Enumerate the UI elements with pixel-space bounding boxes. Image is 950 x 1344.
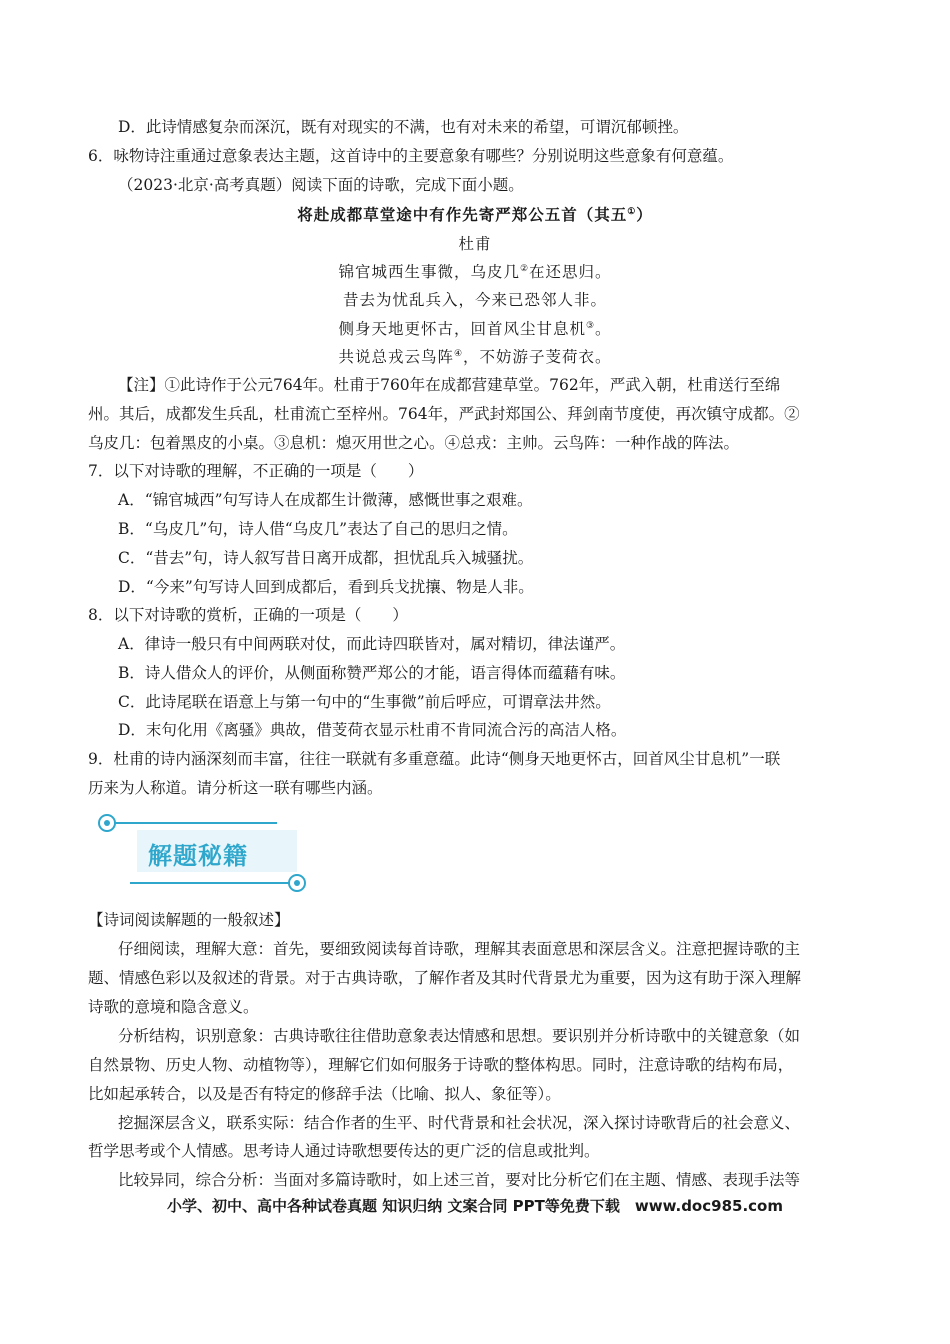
q8-option-b: B．诗人借众人的评价，从侧面称赞严郑公的才能，语言得体而蕴藉有味。	[118, 664, 626, 682]
question-7: 7．以下对诗歌的理解，不正确的一项是（ ）	[88, 462, 424, 480]
poem-title: 将赴成都草堂途中有作先寄严郑公五首（其五①）	[297, 205, 653, 224]
note-line-1: 【注】①此诗作于公元764年。杜甫于760年在成都营建草堂。762年，严武入朝，杜甫送行至绵	[118, 376, 781, 394]
para-2-line-3: 比如起承转合，以及是否有特定的修辞手法（比喻、拟人、象征等）。	[88, 1085, 561, 1103]
para-3-line-2: 哲学思考或个人情感。思考诗人通过诗歌想要传达的更广泛的信息或批判。	[88, 1142, 600, 1160]
poem-intro: （2023·北京·高考真题）阅读下面的诗歌，完成下面小题。	[118, 176, 524, 194]
para-4-line-1: 比较异同，综合分析：当面对多篇诗歌时，如上述三首，要对比分析它们在主题、情感、表现手法等	[118, 1171, 801, 1189]
poem-line-3: 侧身天地更怀古，回首风尘甘息机③。	[338, 320, 612, 338]
poem-line-4: 共说总戎云鸟阵④，不妨游子芰荷衣。	[338, 348, 612, 366]
para-3-line-1: 挖掘深层含义，联系实际：结合作者的生平、时代背景和社会状况，深入探讨诗歌背后的社会意义、	[118, 1114, 801, 1132]
poem-line-1: 锦官城西生事微，乌皮几②在还思归。	[338, 263, 612, 281]
q7-option-b: B．“乌皮几”句，诗人借“乌皮几”表达了自己的思归之情。	[118, 520, 518, 538]
para-2-line-1: 分析结构，识别意象：古典诗歌往往借助意象表达情感和思想。要识别并分析诗歌中的关键意象（如	[118, 1027, 801, 1045]
question-9-line-1: 9．杜甫的诗内涵深刻而丰富，往往一联就有多重意蕴。此诗“侧身天地更怀古，回首风尘甘息机”一联	[88, 750, 781, 768]
para-2-line-2: 自然景物、历史人物、动植物等），理解它们如何服务于诗歌的整体构思。同时，注意诗歌的结构布局，	[88, 1056, 794, 1074]
para-1-line-1: 仔细阅读，理解大意：首先，要细致阅读每首诗歌，理解其表面意思和深层含义。注意把握诗歌的主	[118, 940, 801, 958]
poem-author: 杜甫	[458, 235, 492, 253]
section-banner-title: 解题秘籍	[148, 842, 248, 870]
poem-line-2: 昔去为忧乱兵入，今来已恐邻人非。	[342, 291, 607, 309]
question-6: 6．咏物诗注重通过意象表达主题，这首诗中的主要意象有哪些？分别说明这些意象有何意蕴。	[88, 147, 734, 165]
question-9-line-2: 历来为人称道。请分析这一联有哪些内涵。	[88, 779, 383, 797]
para-1-line-3: 诗歌的意境和隐含意义。	[88, 998, 259, 1016]
para-1-line-2: 题、情感色彩以及叙述的背景。对于古典诗歌，了解作者及其时代背景尤为重要，因为这有助于深入理解	[88, 969, 802, 987]
q5-option-d: D．此诗情感复杂而深沉，既有对现实的不满，也有对未来的希望，可谓沉郁顿挫。	[118, 118, 689, 136]
q8-option-d: D．末句化用《离骚》典故，借芰荷衣显示杜甫不肯同流合污的高洁人格。	[118, 721, 627, 739]
note-line-3: 乌皮几：包着黑皮的小桌。③息机：熄灭用世之心。④总戎：主帅。云鸟阵：一种作战的阵法。	[88, 434, 740, 452]
q8-option-c: C．此诗尾联在语意上与第一句中的“生事微”前后呼应，可谓章法井然。	[118, 693, 611, 711]
q7-option-a: A．“锦官城西”句写诗人在成都生计微薄，感慨世事之艰难。	[118, 491, 533, 509]
question-8: 8．以下对诗歌的赏析，正确的一项是（ ）	[88, 606, 408, 624]
q7-option-c: C．“昔去”句，诗人叙写昔日离开成都，担忧乱兵入城骚扰。	[118, 549, 534, 567]
q8-option-a: A．律诗一般只有中间两联对仗，而此诗四联皆对，属对精切，律法谨严。	[118, 635, 626, 653]
footer-promo: 小学、初中、高中各种试卷真题 知识归纳 文案合同 PPT等免费下载 www.doc985.com	[167, 1197, 783, 1215]
section-title: 【诗词阅读解题的一般叙述】	[88, 911, 290, 929]
note-line-2: 州。其后，成都发生兵乱，杜甫流亡至梓州。764年，严武封郑国公、拜剑南节度使，再次镇守成都。②	[88, 405, 800, 423]
q7-option-d: D．“今来”句写诗人回到成都后，看到兵戈扰攘、物是人非。	[118, 578, 534, 596]
